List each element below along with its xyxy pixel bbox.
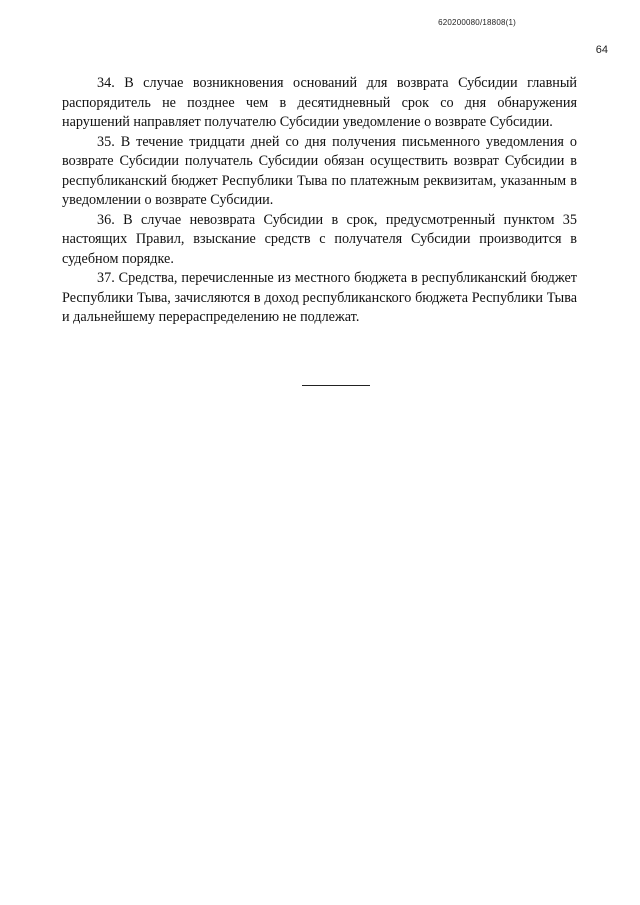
paragraph-34: 34. В случае возникновения оснований для возврата Субсидии главный распорядитель не позднее чем в десятидневный срок со дня обнаружения нарушений направляет получателю Субсидии уведомление о возврате Субсидии. xyxy=(62,75,577,130)
paragraph-35: 35. В течение тридцати дней со дня получения письменного уведомления о возврате Субсидии получатель Субсидии обязан осуществить возврат Субсидии в республиканский бюджет Республики Тыва по платежным реквизитам, указанным в уведомлении о возврате Субсидии. xyxy=(62,133,577,208)
page-number: 64 xyxy=(595,44,608,56)
paragraph-36: 36. В случае невозврата Субсидии в срок, предусмотренный пунктом 35 настоящих Правил, взыскание средств с получателя Субсидии производится в судебном порядке. xyxy=(62,211,577,267)
end-divider xyxy=(302,385,370,386)
document-body xyxy=(62,74,577,328)
paragraph-37: 37. Средства, перечисленные из местного бюджета в республиканский бюджет Республики Тыва, зачисляются в доход республиканского бюджета Республики Тыва и дальнейшему перераспределению не подлежат. xyxy=(62,270,577,325)
document-id: 620200080/18808(1) xyxy=(438,18,516,27)
